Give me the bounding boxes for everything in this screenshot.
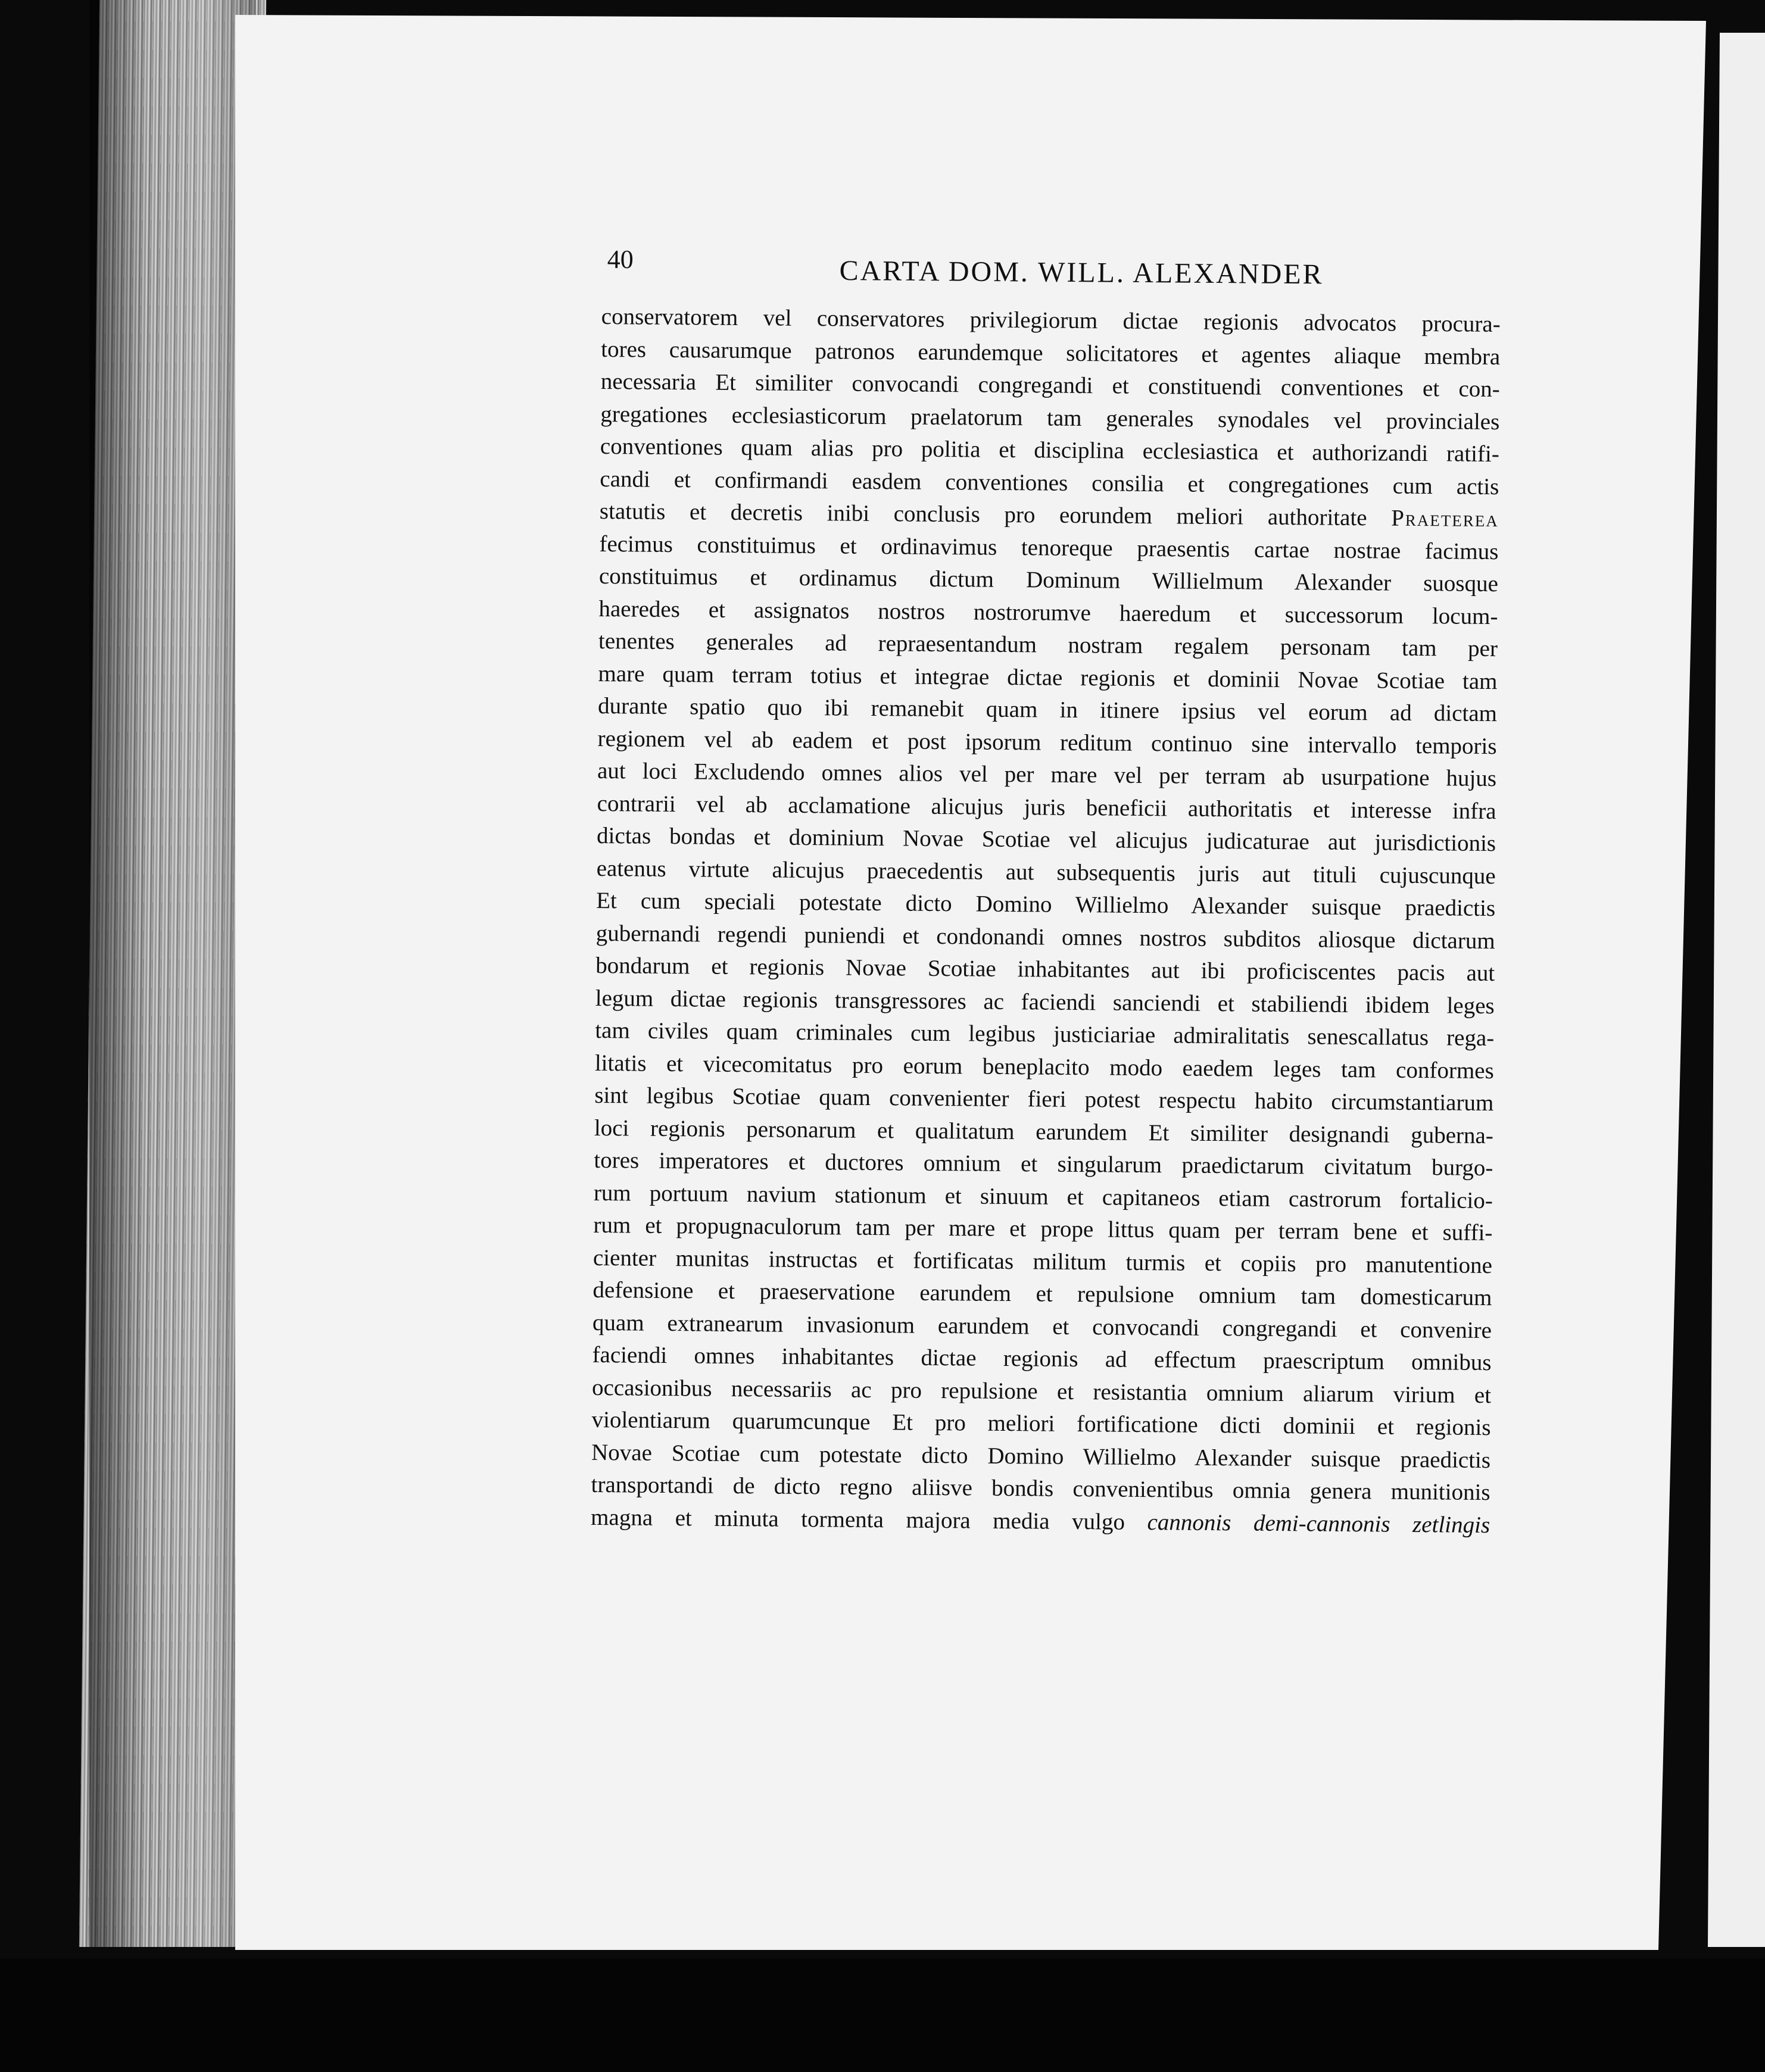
text-line: faciendi omnes inhabitantes dictae regionis ad effectum praescriptum omnibus bbox=[592, 1341, 1492, 1376]
text-line: durante spatio quo ibi remanebit quam in itinere ipsius vel eorum ad dictam bbox=[597, 692, 1498, 727]
text-line: contrarii vel ab acclamatione alicujus juris beneficii authoritatis et interesse infra bbox=[597, 790, 1496, 824]
text-line: quam extranearum invasionum earundem et convocandi congregandi et convenire bbox=[592, 1309, 1492, 1343]
text-line: Et cum speciali potestate dicto Domino Willielmo Alexander suisque praedictis bbox=[596, 887, 1496, 922]
running-head: CARTA DOM. WILL. ALEXANDER bbox=[839, 255, 1324, 291]
text-line: gubernandi regendi puniendi et condonandi omnes nostros subditos aliosque dictarum bbox=[595, 920, 1495, 954]
text-line: candi et confirmandi easdem conventiones consilia et congregationes cum actis bbox=[600, 466, 1499, 500]
text-line: magna et minuta tormenta majora media vulgo cannonis demi-cannonis zetlingis bbox=[590, 1504, 1490, 1538]
text-line: conventiones quam alias pro politia et disciplina ecclesiastica et authorizandi ratifi- bbox=[600, 433, 1499, 467]
text-line: loci regionis personarum et qualitatum earundem Et similiter designandi guberna- bbox=[594, 1115, 1494, 1149]
page-edges-shadow bbox=[89, 0, 256, 1947]
text-line: eatenus virtute alicujus praecedentis aut subsequentis juris aut tituli cujuscunque bbox=[596, 855, 1496, 889]
text-line: conservatorem vel conservatores privilegiorum dictae regionis advocatos procura- bbox=[601, 303, 1501, 338]
text-line: Novae Scotiae cum potestate dicto Domino Willielmo Alexander suisque praedictis bbox=[591, 1439, 1491, 1473]
text-line: gregationes ecclesiasticorum praelatorum tam generales synodales vel provinciales bbox=[600, 401, 1500, 435]
text-line: bondarum et regionis Novae Scotiae inhabitantes aut ibi proficiscentes pacis aut bbox=[595, 952, 1495, 987]
text-line: transportandi de dicto regno aliisve bondis convenientibus omnia genera munitionis bbox=[591, 1471, 1490, 1506]
text-line: necessaria Et similiter convocandi congregandi et constituendi conventiones et con- bbox=[600, 368, 1500, 402]
body-text bbox=[591, 301, 1501, 1541]
scan-background bbox=[0, 1959, 1765, 2072]
text-line: legum dictae regionis transgressores ac faciendi sanciendi et stabiliendi ibidem leges bbox=[595, 985, 1495, 1019]
text-line: violentiarum quarumcunque Et pro meliori fortificatione dicti dominii et regionis bbox=[591, 1406, 1491, 1441]
text-line: cienter munitas instructas et fortificatas militum turmis et copiis pro manutentione bbox=[593, 1244, 1493, 1278]
page-number: 40 bbox=[607, 244, 634, 274]
text-line: rum et propugnaculorum tam per mare et prope littus quam per terram bene et suffi- bbox=[593, 1212, 1493, 1246]
text-line: occasionibus necessariis ac pro repulsione et resistantia omnium aliarum virium et bbox=[591, 1374, 1492, 1408]
page-header bbox=[607, 238, 1507, 305]
text-line: dictas bondas et dominium Novae Scotiae vel alicujus judicaturae aut jurisdictionis bbox=[596, 822, 1496, 857]
small-caps-word: Praeterea bbox=[1391, 505, 1499, 532]
text-line: haeredes et assignatos nostros nostrorumve haeredum et successorum locum- bbox=[598, 595, 1498, 629]
text-line: fecimus constituimus et ordinavimus tenoreque praesentis cartae nostrae facimus bbox=[599, 531, 1499, 564]
text-line: rum portuum navium stationum et sinuum et capitaneos etiam castrorum fortalicio- bbox=[593, 1179, 1493, 1213]
text-line: aut loci Excludendo omnes alios vel per mare vel per terram ab usurpatione hujus bbox=[597, 757, 1497, 792]
text-line: mare quam terram totius et integrae dictae regionis et dominii Novae Scotiae tam bbox=[598, 660, 1498, 694]
text-line: defensione et praeservatione earundem et repulsione omnium tam domesticarum bbox=[593, 1277, 1492, 1311]
text-line: tores imperatores et ductores omnium et singularum praedictarum civitatum burgo- bbox=[594, 1147, 1493, 1181]
text-line: tenentes generales ad repraesentandum nostram regalem personam tam per bbox=[598, 628, 1498, 662]
facing-page-edge bbox=[1708, 33, 1765, 1947]
text-line: litatis et vicecomitatus pro eorum beneplacito modo eaedem leges tam conformes bbox=[594, 1050, 1494, 1084]
text-line: tam civiles quam criminales cum legibus justiciariae admiralitatis senescallatus rega- bbox=[595, 1017, 1495, 1051]
text-line: regionem vel ab eadem et post ipsorum reditum continuo sine intervallo temporis bbox=[597, 725, 1497, 759]
text-line: sint legibus Scotiae quam convenienter fieri potest respectu habito circumstantiarum bbox=[594, 1082, 1494, 1116]
text-line: constituimus et ordinamus dictum Dominum Willielmum Alexander suosque bbox=[598, 563, 1499, 597]
text-line: statutis et decretis inibi conclusis pro eorundem meliori authoritate Praeterea bbox=[599, 498, 1499, 532]
italic-phrase: cannonis demi-cannonis zetlingis bbox=[1147, 1509, 1490, 1538]
text-line: tores causarumque patronos earundemque solicitatores et agentes aliaque membra bbox=[601, 336, 1501, 370]
